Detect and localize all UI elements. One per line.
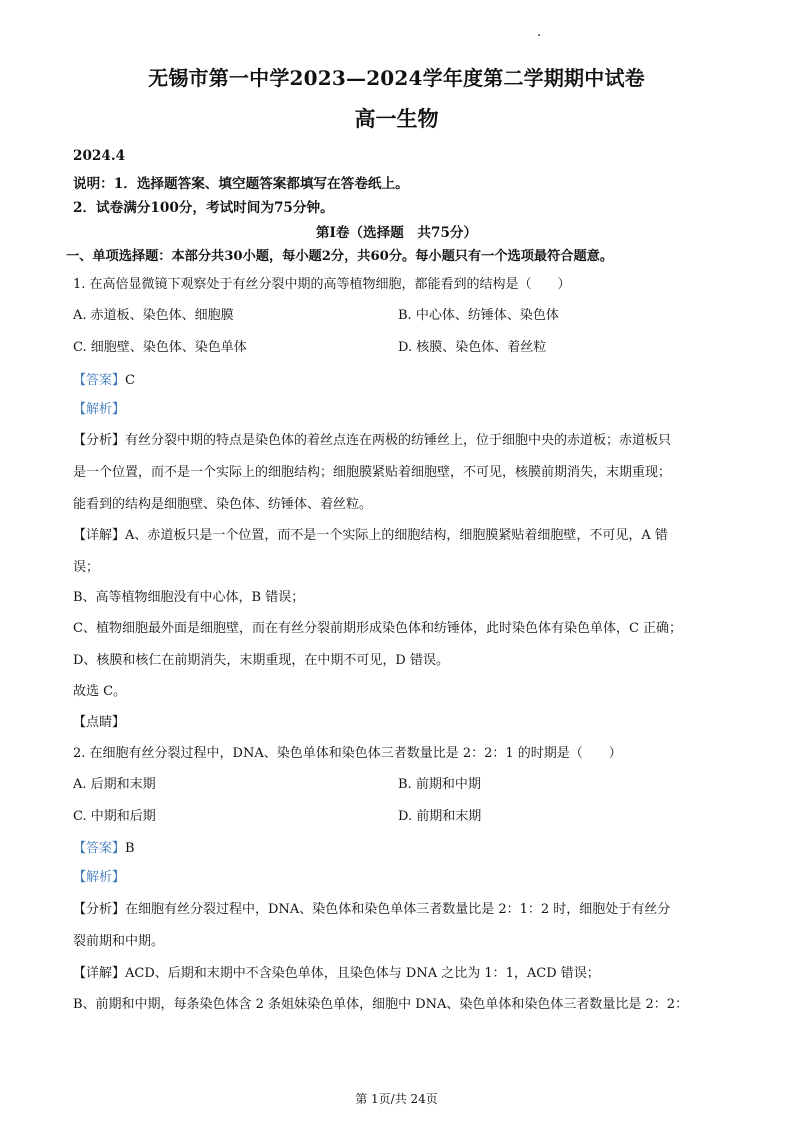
exam-date: 2024.4 xyxy=(73,148,126,164)
q1-detail-line-3: B、高等植物细胞没有中心体，B 错误； xyxy=(73,590,305,605)
exam-subtitle: 高一生物 xyxy=(354,106,439,131)
q2-detail-line-2: B、前期和中期，每条染色体含 2 条姐妹染色单体，细胞中 DNA、染色单体和染色体三者数量比是 2：2： xyxy=(73,997,689,1012)
q2-fenxi-line-2: 裂前期和中期。 xyxy=(73,934,165,949)
q2-analysis-label: 【解析】 xyxy=(73,870,126,885)
question-2-stem: 2. 在细胞有丝分裂过程中，DNA、染色单体和染色体三者数量比是 2：2：1 的时期是（ ） xyxy=(73,746,622,761)
fenxi-label: 【分析】 xyxy=(73,902,126,917)
q1-detail-line-6: 故选 C。 xyxy=(73,684,127,699)
q1-option-a: A. 赤道板、染色体、细胞膜 xyxy=(73,308,234,323)
q1-option-c: C. 细胞壁、染色体、染色单体 xyxy=(73,340,247,355)
q1-analysis-label: 【解析】 xyxy=(73,402,126,417)
q2-detail-text-1: ACD、后期和末期中不含染色单体，且染色体与 DNA 之比为 1：1，ACD 错误； xyxy=(125,966,600,981)
instruction-line-1: 说明：1．选择题答案、填空题答案都填写在答卷纸上。 xyxy=(73,176,409,192)
part-heading: 一、单项选择题：本部分共30小题，每小题2分，共60分。每小题只有一个选项最符合题意。 xyxy=(66,249,614,264)
q1-fenxi-line-1 xyxy=(73,429,671,448)
q1-detail-text-1: A、赤道板只是一个位置，而不是一个实际上的细胞结构，细胞膜紧贴着细胞壁，不可见，A 错 xyxy=(125,528,668,543)
answer-label: 【答案】 xyxy=(73,841,126,856)
q2-answer-row xyxy=(73,837,135,856)
speck-mark xyxy=(538,34,540,36)
question-1-stem: 1. 在高倍显微镜下观察处于有丝分裂中期的高等植物细胞，都能看到的结构是（ ） xyxy=(73,277,571,292)
q1-option-d: D. 核膜、染色体、着丝粒 xyxy=(398,340,547,355)
q2-option-a: A. 后期和末期 xyxy=(73,777,156,792)
q1-answer-value: C xyxy=(125,373,135,388)
detail-label: 【详解】 xyxy=(73,528,126,543)
q2-option-d: D. 前期和末期 xyxy=(398,809,482,824)
q1-fenxi-text-1: 有丝分裂中期的特点是染色体的着丝点连在两极的纺锤丝上，位于细胞中央的赤道板；赤道板只 xyxy=(125,433,672,448)
q1-dianjing-label: 【点睛】 xyxy=(73,715,126,730)
q2-detail-line-1 xyxy=(73,962,600,981)
instruction-line-2: 2．试卷满分100分，考试时间为75分钟。 xyxy=(73,200,334,216)
q2-fenxi-line-1 xyxy=(73,898,670,917)
q1-detail-line-2: 误； xyxy=(73,560,100,575)
q2-answer-value: B xyxy=(125,841,135,856)
q1-option-b: B. 中心体、纺锤体、染色体 xyxy=(398,308,559,323)
q1-fenxi-line-3: 能看到的结构是细胞壁、染色体、纺锤体、着丝粒。 xyxy=(73,497,373,512)
q2-option-b: B. 前期和中期 xyxy=(398,777,481,792)
q1-answer-row xyxy=(73,369,135,388)
detail-label: 【详解】 xyxy=(73,966,126,981)
q1-detail-line-4: C、植物细胞最外面是细胞壁，而在有丝分裂前期形成染色体和纺锤体，此时染色体有染色单体，C 正确； xyxy=(73,621,683,636)
volume-heading: 第Ⅰ卷（选择题 共75分） xyxy=(315,225,478,241)
q1-detail-line-1 xyxy=(73,524,668,543)
exam-title: 无锡市第一中学2023—2024学年度第二学期期中试卷 xyxy=(148,66,645,90)
q2-fenxi-text-1: 在细胞有丝分裂过程中，DNA、染色体和染色单体三者数量比是 2：1：2 时，细胞处于有丝分 xyxy=(125,902,671,917)
q2-option-c: C. 中期和后期 xyxy=(73,809,156,824)
q1-detail-line-5: D、核膜和核仁在前期消失，末期重现，在中期不可见，D 错误。 xyxy=(73,653,449,668)
answer-label: 【答案】 xyxy=(73,373,126,388)
q1-fenxi-line-2: 是一个位置，而不是一个实际上的细胞结构；细胞膜紧贴着细胞壁，不可见，核膜前期消失，末期重现； xyxy=(73,465,672,480)
fenxi-label: 【分析】 xyxy=(73,433,126,448)
page-number: 第 1页/共 24页 xyxy=(355,1092,438,1106)
